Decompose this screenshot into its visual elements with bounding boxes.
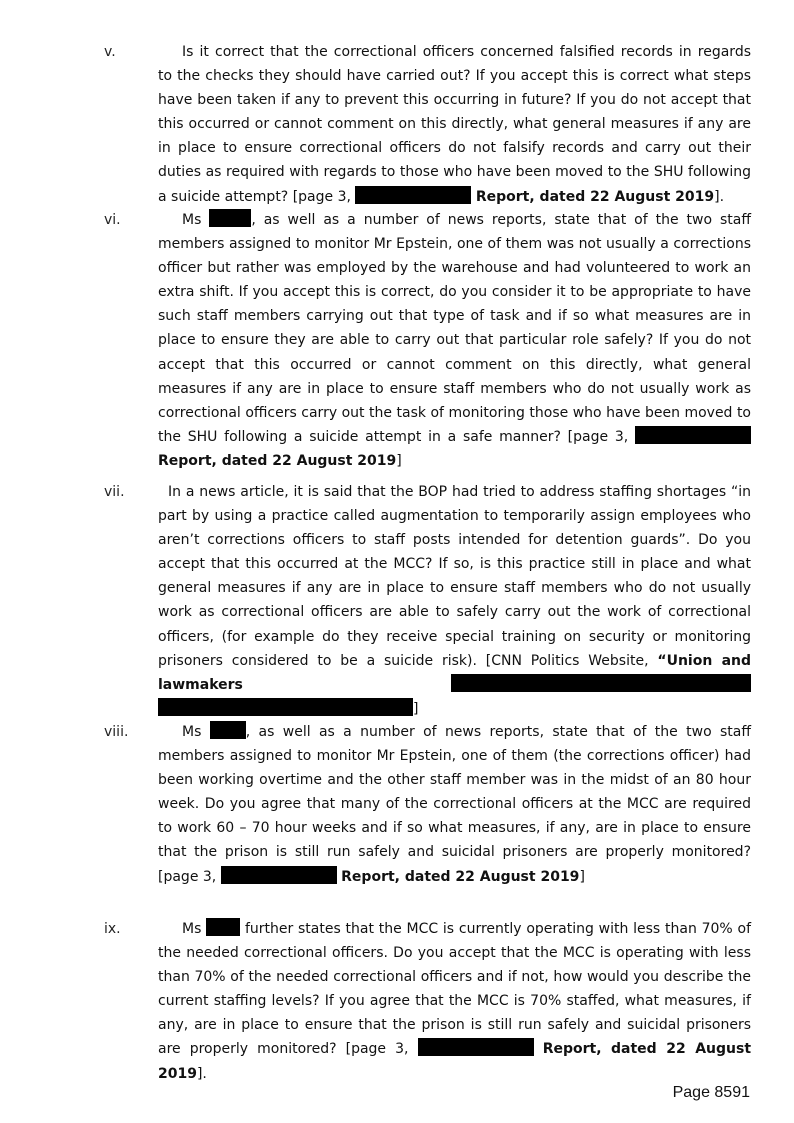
paragraph-body: further states that the MCC is currently operating with less than 70% of the needed correctional officers. Do you accept that the MCC is operating with less than 70% of the needed correctional officers and if not, how would you describe the current staffing levels? If you agree that the MCC is 70% staffed, what measures, if any, are in place to ensure that the prison is still run safely and suicidal prisoners are properly monitored? [page 3, xyxy=(158,921,751,1058)
paragraph-body: , as well as a number of news reports, state that of the two staff members assigned to monitor Mr Epstein, one of them (the corrections officer) had been working overtime and the other staff member was in the midst of an 80 hour week. Do you agree that many of the correctional officers at the MCC are required to work 60 – 70 hour weeks and if so what measures, if any, are in place to ensure that the prison is still run safely and suicidal prisoners are properly monitored? [page 3, xyxy=(158,724,752,885)
item-number: ix. xyxy=(104,921,121,937)
lead-text: Ms xyxy=(182,921,202,937)
item-text xyxy=(158,480,751,721)
report-reference: Report, dated 22 August 2019 xyxy=(341,868,580,885)
item-number: v. xyxy=(104,44,116,60)
paragraph-body: Is it correct that the correctional officers concerned falsified records in regards to the checks they should have carried out? If you accept this is correct what steps have been taken if any to prevent this occurring in future? If you do not accept that this occurred or cannot comment on this directly, what general measures if any are in place to ensure correctional officers do not falsify records and carry out their duties as required with regards to those who have been moved to the SHU following a suicide attempt? [page 3, xyxy=(158,44,751,205)
report-reference: Report, dated 22 August 2019 xyxy=(158,1041,752,1082)
paragraph-body: , as well as a number of news reports, state that of the two staff members assigned to monitor Mr Epstein, one of them was not usually a corrections officer but rather was employed by the warehouse and had volunteered to work an extra shift. If you accept this is correct, do you consider it to be appropriate to have such staff members carrying out that type of task and if so what measures are in place to ensure they are able to carry out that particular role safely? If you do not accept that this occurred or cannot comment on this directly, what general measures if any are in place to ensure staff members who do not usually work as correctional officers carry out the task of monitoring those who have been moved to the SHU following a suicide attempt in a safe manner? [page 3, xyxy=(158,212,751,445)
redaction-box xyxy=(221,866,337,884)
redaction-box xyxy=(209,209,251,227)
item-text xyxy=(158,720,751,889)
redaction-box xyxy=(355,186,471,204)
report-reference: Report, dated 22 August 2019 xyxy=(475,188,715,205)
redaction-box xyxy=(158,698,413,716)
closing-bracket: ]. xyxy=(714,188,725,205)
paragraph-body: In a news article, it is said that the BOP had tried to address staffing shortages “in part by using a practice called augmentation to temporarily assign employees who aren’t corrections officers to staff posts intended for detention guards”. Do you accept that this occurred at the MCC? If so, is this practice still in place and what general measures if any are in place to ensure staff members who do not usually work as correctional officers are able to safely carry out the work of correctional officers, (for example do they receive special training on security or monitoring prisoners considered to be a suicide risk). [CNN Politics Website, xyxy=(158,484,751,669)
redaction-box xyxy=(210,721,246,739)
closing-bracket: ]. xyxy=(196,1065,207,1082)
item-text xyxy=(158,40,751,209)
item-number: vi. xyxy=(104,212,121,228)
report-reference: Report, dated 22 August 2019 xyxy=(158,452,397,469)
item-text xyxy=(158,208,751,473)
item-text xyxy=(158,917,751,1086)
lead-text: Ms xyxy=(182,212,202,228)
redaction-box xyxy=(418,1038,534,1056)
article-reference: “Union and lawmakers xyxy=(158,652,752,693)
item-number: viii. xyxy=(104,724,129,740)
page-number: Page 8591 xyxy=(672,1084,750,1101)
closing-bracket: ] xyxy=(396,452,402,469)
closing-bracket: ] xyxy=(413,700,419,717)
redaction-box xyxy=(635,426,751,444)
redaction-box xyxy=(451,674,751,692)
item-number: vii. xyxy=(104,484,125,500)
redaction-box xyxy=(206,918,240,936)
lead-text: Ms xyxy=(182,724,202,740)
closing-bracket: ] xyxy=(579,868,585,885)
